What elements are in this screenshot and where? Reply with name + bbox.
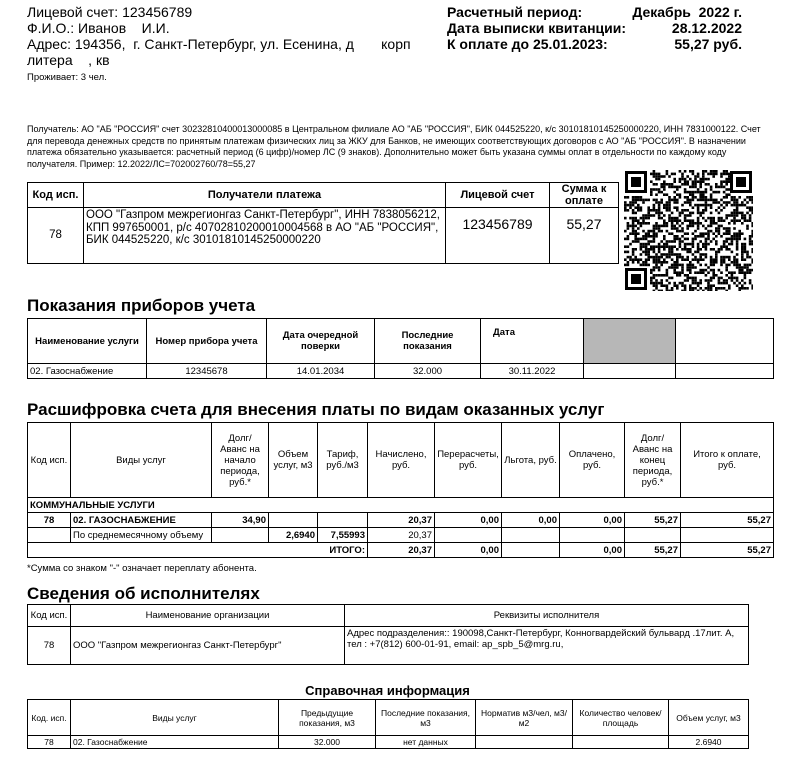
breakdown-cell xyxy=(681,528,774,543)
account-line: Лицевой счет: 123456789 xyxy=(27,4,193,20)
breakdown-header-debt-start: Долг/ Аванс на начало периода, руб.* xyxy=(212,423,269,498)
breakdown-cell xyxy=(560,528,625,543)
reference-cell: 2.6940 xyxy=(669,736,749,749)
payees-header-account: Лицевой счет xyxy=(446,183,550,208)
reference-header-volume: Объем услуг, м3 xyxy=(669,700,749,736)
payees-header-recipient: Получатели платежа xyxy=(84,183,446,208)
recipient-note: Получатель: АО "АБ "РОССИЯ" счет 30232810400013000085 в Центральном филиале АО "АБ "РОССИЯ", БИК 044525220, к/с 30101810145250000220, ИНН 7831000122. Счет для перевода денежных средств по принятым платежам физических лиц за ЖКУ для Банков, не имеющих соответствующих договоров с АО "АБ "РОССИЯ". В назначении платежа обязательно указывается: расчетный период (6 цифр)/номер ЛС (9 знаков). Дополнительно может быть указана суммы оплат в отдельности по каждому коду получателя. Пример: 12.2022/ЛС=702002760/78=55,27 xyxy=(27,124,761,169)
payees-header-amount: Сумма к оплате xyxy=(550,183,619,208)
breakdown-header-benefit: Льгота, руб. xyxy=(502,423,560,498)
payees-table xyxy=(27,182,619,264)
reference-cell xyxy=(476,736,573,749)
meters-header-empty-shaded xyxy=(584,319,676,364)
meter-empty-1 xyxy=(584,364,676,379)
breakdown-total-label: ИТОГО: xyxy=(28,543,368,558)
meter-reading-date: 30.11.2022 xyxy=(481,364,584,379)
meters-header-date: Дата xyxy=(481,319,584,364)
breakdown-cell: 0,00 xyxy=(502,513,560,528)
breakdown-group: КОММУНАЛЬНЫЕ УСЛУГИ xyxy=(28,498,774,513)
payee-account: 123456789 xyxy=(446,208,550,264)
executors-table xyxy=(27,604,749,665)
breakdown-cell: 0,00 xyxy=(435,513,502,528)
meter-verification-date: 14.01.2034 xyxy=(267,364,375,379)
payee-code: 78 xyxy=(28,208,84,264)
payee-recipient: ООО "Газпром межрегионгаз Санкт-Петербург", ИНН 7838056212, КПП 997650001, р/с 40702810200010004568 в АО "АБ "РОССИЯ", БИК 044525220, к/с 30101810145250000220 xyxy=(84,208,446,264)
meter-number: 12345678 xyxy=(147,364,267,379)
breakdown-cell xyxy=(502,528,560,543)
due-value: 55,27 руб. xyxy=(674,36,742,52)
executor-org: ООО "Газпром межрегионгаз Санкт-Петербург" xyxy=(71,627,345,665)
reference-header-prev: Предыдущие показания, м3 xyxy=(279,700,376,736)
reference-cell: 32.000 xyxy=(279,736,376,749)
breakdown-cell: 34,90 xyxy=(212,513,269,528)
meters-header-empty xyxy=(676,319,774,364)
breakdown-cell xyxy=(435,528,502,543)
reference-cell: 78 xyxy=(28,736,71,749)
breakdown-cell: 2,6940 xyxy=(269,528,318,543)
breakdown-total-cell: 55,27 xyxy=(681,543,774,558)
breakdown-total-cell: 55,27 xyxy=(625,543,681,558)
meters-header-last-reading: Последние показания xyxy=(375,319,481,364)
reference-header-code: Код. исп. xyxy=(28,700,71,736)
breakdown-cell xyxy=(212,528,269,543)
executors-title: Сведения об исполнителях xyxy=(27,584,260,603)
name-line: Ф.И.О.: Иванов И.И. xyxy=(27,20,170,36)
breakdown-cell: 20,37 xyxy=(368,528,435,543)
breakdown-header-tariff: Тариф, руб./м3 xyxy=(318,423,368,498)
breakdown-cell: По среднемесячному объему xyxy=(71,528,212,543)
due-label: К оплате до 25.01.2023: xyxy=(447,36,608,52)
breakdown-cell xyxy=(28,528,71,543)
breakdown-cell: 78 xyxy=(28,513,71,528)
meters-header-verification: Дата очередной поверки xyxy=(267,319,375,364)
breakdown-cell: 0,00 xyxy=(560,513,625,528)
breakdown-cell xyxy=(318,513,368,528)
breakdown-total-cell: 0,00 xyxy=(560,543,625,558)
meters-header-service: Наименование услуги xyxy=(28,319,147,364)
breakdown-cell: 55,27 xyxy=(625,513,681,528)
meter-service: 02. Газоснабжение xyxy=(28,364,147,379)
breakdown-total-cell: 20,37 xyxy=(368,543,435,558)
period-label: Расчетный период: xyxy=(447,4,583,20)
meters-header-number: Номер прибора учета xyxy=(147,319,267,364)
executor-details: Адрес подразделения:: 190098,Санкт-Петербург, Конногвардейский бульвард .17лит. А, тел : +7(812) 600-01-91, email: ap_spb_5@mrg.ru, xyxy=(345,627,749,665)
reference-header-last: Последние показания, м3 xyxy=(376,700,476,736)
breakdown-cell xyxy=(269,513,318,528)
breakdown-header-code: Код исп. xyxy=(28,423,71,498)
meter-last-reading: 32.000 xyxy=(375,364,481,379)
address-line: Адрес: 194356, г. Санкт-Петербург, ул. Есенина, д корп xyxy=(27,36,411,52)
residents-count: Проживает: 3 чел. xyxy=(27,72,107,83)
breakdown-cell xyxy=(625,528,681,543)
qr-code xyxy=(624,170,753,291)
address-line-2: литера , кв xyxy=(27,52,110,68)
breakdown-header-paid: Оплачено, руб. xyxy=(560,423,625,498)
period-value: Декабрь 2022 г. xyxy=(632,4,742,20)
issue-date-value: 28.12.2022 xyxy=(671,20,742,36)
reference-title: Справочная информация xyxy=(305,683,470,698)
reference-table xyxy=(27,699,749,749)
breakdown-table xyxy=(27,422,774,558)
meters-title: Показания приборов учета xyxy=(27,296,256,315)
reference-cell: 02. Газоснабжение xyxy=(71,736,279,749)
breakdown-total-cell: 0,00 xyxy=(435,543,502,558)
breakdown-footnote: *Сумма со знаком "-" означает переплату абонента. xyxy=(27,563,257,574)
meter-empty-2 xyxy=(676,364,774,379)
breakdown-cell: 20,37 xyxy=(368,513,435,528)
executors-header-org: Наименование организации xyxy=(71,605,345,627)
meters-table xyxy=(27,318,774,379)
payees-header-code: Код исп. xyxy=(28,183,84,208)
reference-header-service: Виды услуг xyxy=(71,700,279,736)
payee-amount: 55,27 xyxy=(550,208,619,264)
executors-header-details: Реквизиты исполнителя xyxy=(345,605,749,627)
breakdown-header-debt-end: Долг/ Аванс на конец периода, руб.* xyxy=(625,423,681,498)
breakdown-cell: 55,27 xyxy=(681,513,774,528)
breakdown-total-cell xyxy=(502,543,560,558)
reference-cell xyxy=(573,736,669,749)
executor-code: 78 xyxy=(28,627,71,665)
breakdown-header-total: Итого к оплате, руб. xyxy=(681,423,774,498)
breakdown-header-recalc: Перерасчеты, руб. xyxy=(435,423,502,498)
breakdown-title: Расшифровка счета для внесения платы по видам оказанных услуг xyxy=(27,400,605,419)
reference-header-norm: Норматив м3/чел, м3/м2 xyxy=(476,700,573,736)
breakdown-header-accrued: Начислено, руб. xyxy=(368,423,435,498)
reference-header-people: Количество человек/ площадь xyxy=(573,700,669,736)
breakdown-cell: 7,55993 xyxy=(318,528,368,543)
issue-date-label: Дата выписки квитанции: xyxy=(447,20,627,36)
breakdown-header-service: Виды услуг xyxy=(71,423,212,498)
breakdown-header-volume: Объем услуг, м3 xyxy=(269,423,318,498)
breakdown-cell: 02. ГАЗОСНАБЖЕНИЕ xyxy=(71,513,212,528)
executors-header-code: Код исп. xyxy=(28,605,71,627)
reference-cell: нет данных xyxy=(376,736,476,749)
